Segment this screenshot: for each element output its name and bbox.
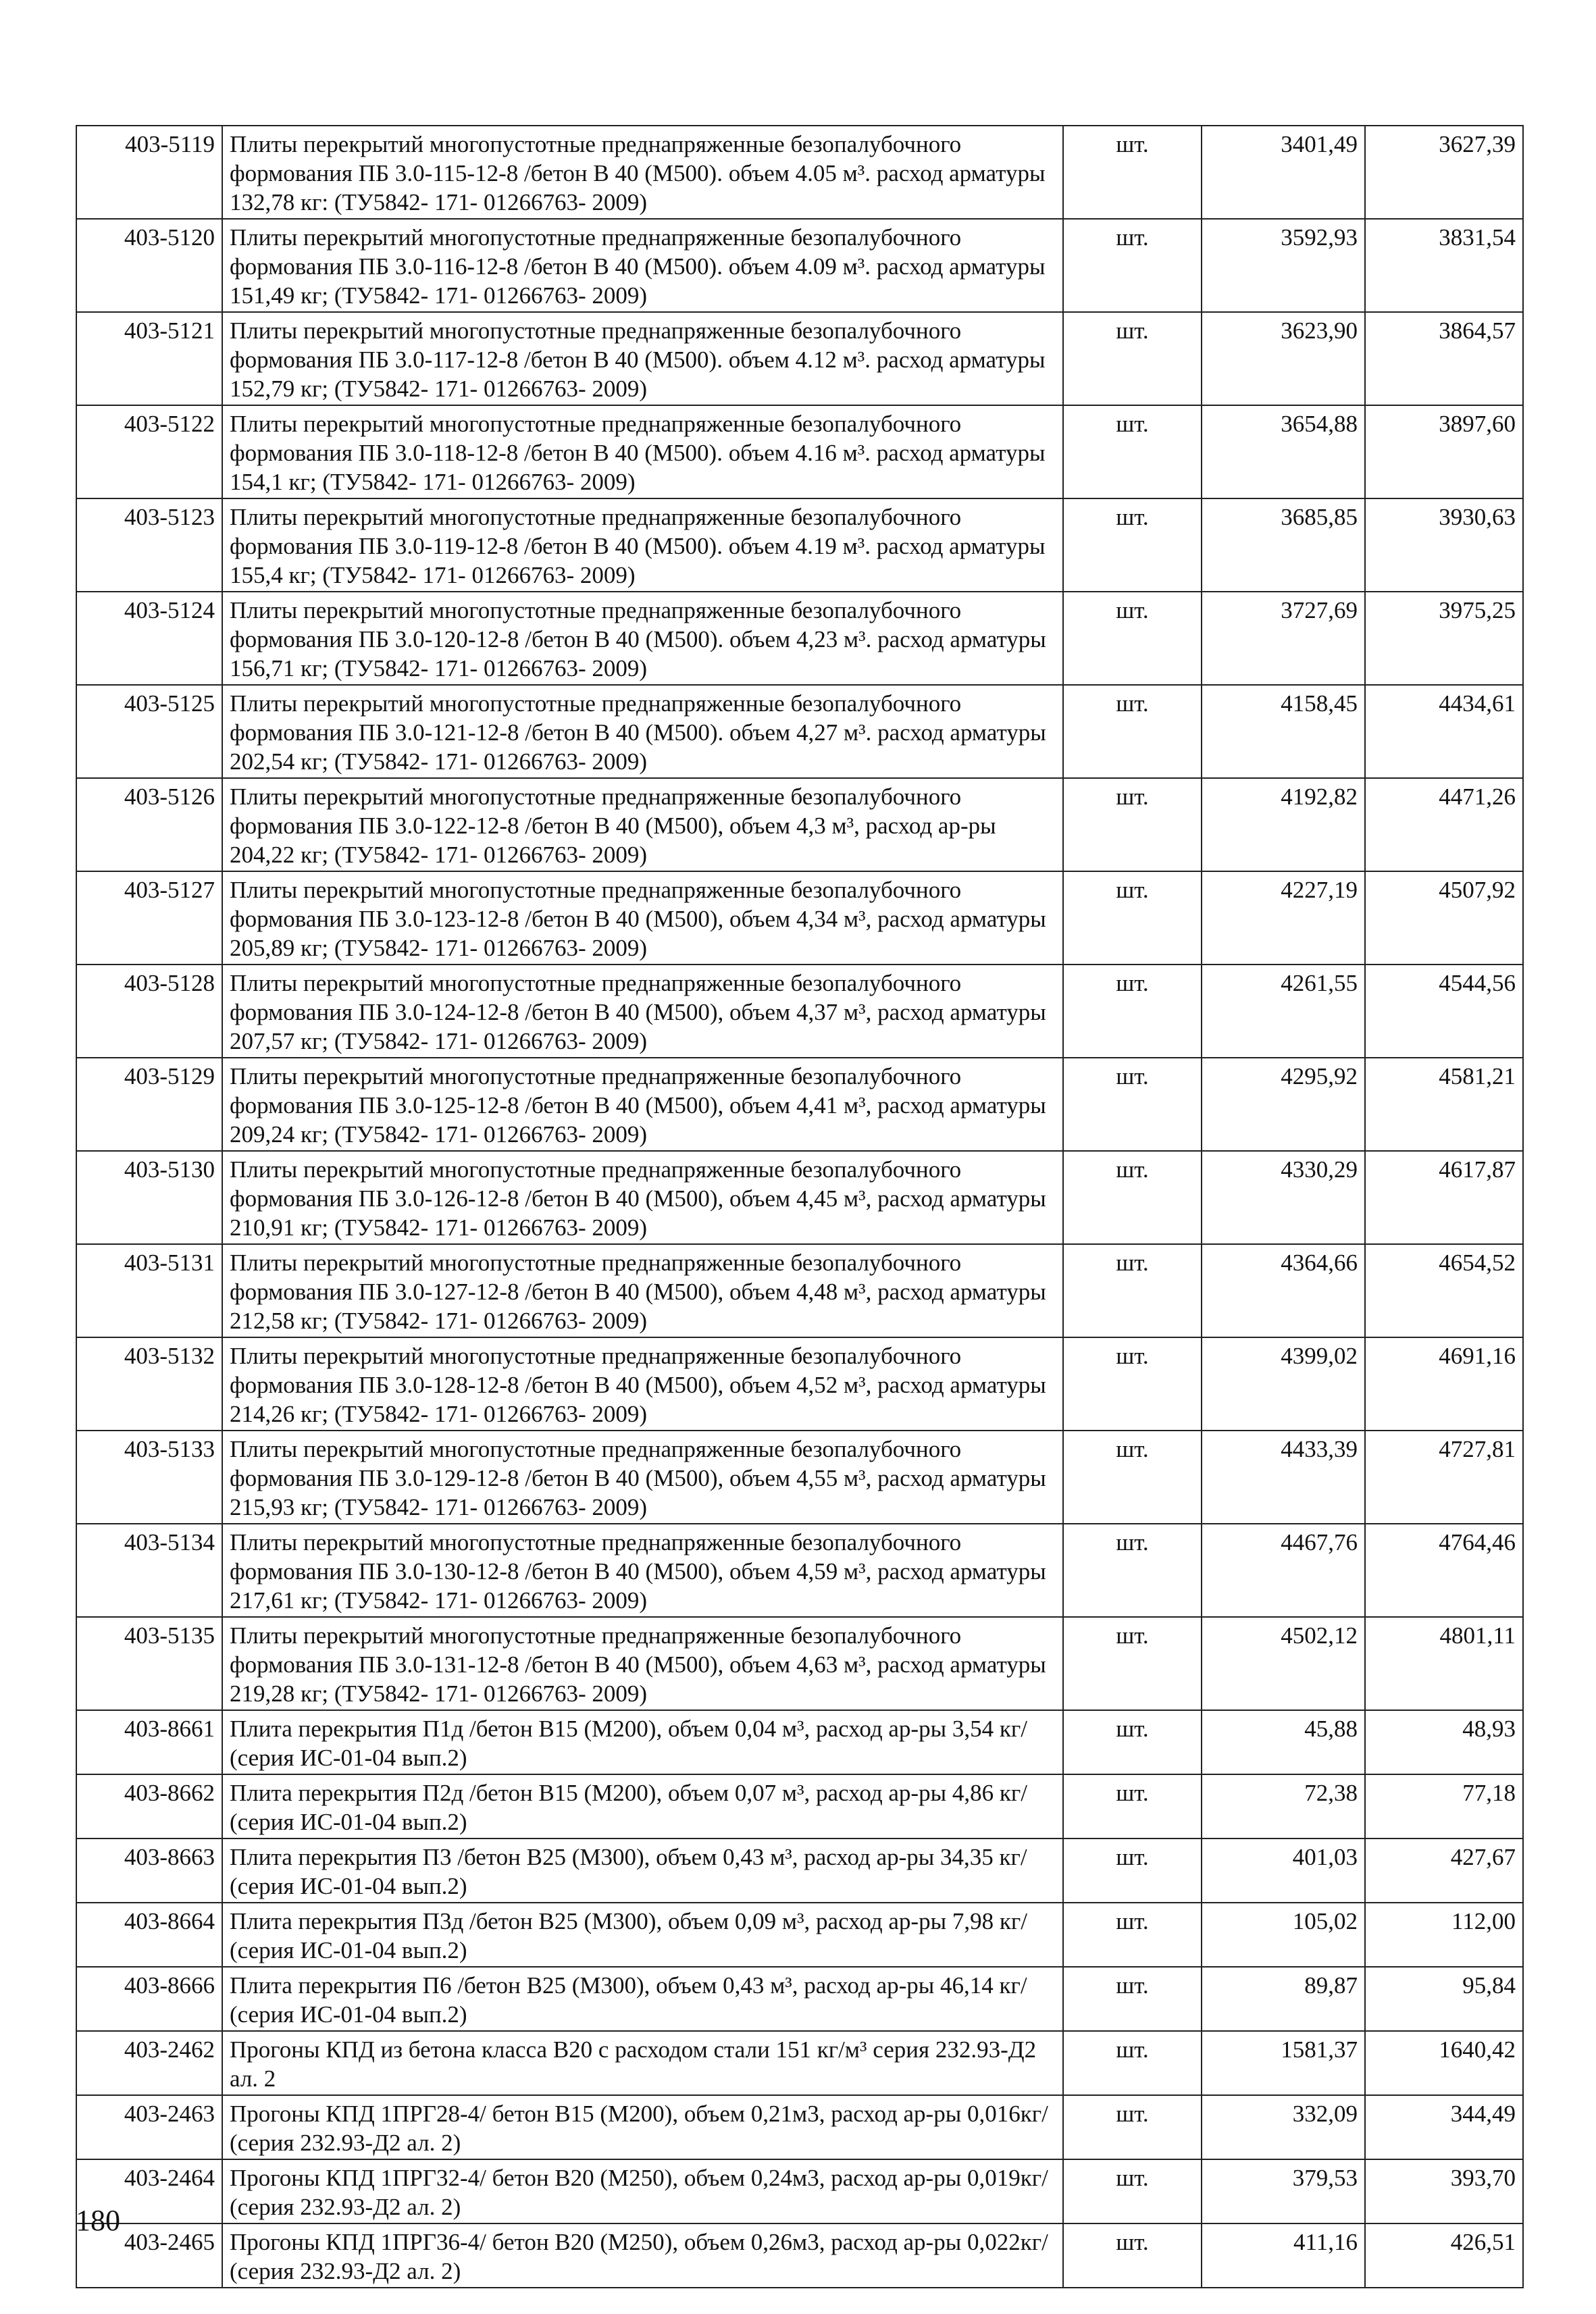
unit-cell: шт. <box>1063 1244 1202 1337</box>
unit-cell: шт. <box>1063 1903 1202 1967</box>
unit-cell: шт. <box>1063 2223 1202 2288</box>
description-cell: Плиты перекрытий многопустотные преднапряженные безопалубочного формования ПБ 3.0-124-12-8 /бетон В 40 (М500), объем 4,37 м³, расход арматуры 207,57 кг; (ТУ5842- 171- 01266763- 2009) <box>222 965 1063 1058</box>
description-cell: Прогоны КПД 1ПРГ28-4/ бетон В15 (М200), объем 0,21м3, расход ар-ры 0,016кг/ (серия 232.93-Д2 ал. 2) <box>222 2095 1063 2159</box>
description-cell: Плиты перекрытий многопустотные преднапряженные безопалубочного формования ПБ 3.0-125-12-8 /бетон В 40 (М500), объем 4,41 м³, расход арматуры 209,24 кг; (ТУ5842- 171- 01266763- 2009) <box>222 1058 1063 1151</box>
price-with-vat-cell: 3897,60 <box>1365 405 1523 498</box>
price-cell: 4433,39 <box>1202 1431 1365 1524</box>
unit-cell: шт. <box>1063 2095 1202 2159</box>
price-with-vat-cell: 4434,61 <box>1365 685 1523 778</box>
table-row <box>76 1524 1523 1617</box>
description-cell: Прогоны КПД 1ПРГ36-4/ бетон В20 (М250), объем 0,26м3, расход ар-ры 0,022кг/ (серия 232.93-Д2 ал. 2) <box>222 2223 1063 2288</box>
table-row <box>76 965 1523 1058</box>
code-cell: 403-8663 <box>76 1839 222 1903</box>
unit-cell: шт. <box>1063 1710 1202 1774</box>
table-row <box>76 498 1523 592</box>
code-cell: 403-5123 <box>76 498 222 592</box>
description-cell: Плита перекрытия П6 /бетон В25 (М300), объем 0,43 м³, расход ар-ры 46,14 кг/ (серия ИС-01-04 вып.2) <box>222 1967 1063 2031</box>
table-row <box>76 1431 1523 1524</box>
table-row <box>76 1710 1523 1774</box>
description-cell: Плиты перекрытий многопустотные преднапряженные безопалубочного формования ПБ 3.0-116-12-8 /бетон В 40 (М500). объем 4.09 м³. расход арматуры 151,49 кг; (ТУ5842- 171- 01266763- 2009) <box>222 219 1063 312</box>
unit-cell: шт. <box>1063 1617 1202 1710</box>
unit-cell: шт. <box>1063 778 1202 871</box>
table-row <box>76 126 1523 219</box>
description-cell: Плиты перекрытий многопустотные преднапряженные безопалубочного формования ПБ 3.0-118-12-8 /бетон В 40 (М500). объем 4.16 м³. расход арматуры 154,1 кг; (ТУ5842- 171- 01266763- 2009) <box>222 405 1063 498</box>
table-row <box>76 778 1523 871</box>
description-cell: Плита перекрытия П2д /бетон В15 (М200), объем 0,07 м³, расход ар-ры 4,86 кг/ (серия ИС-01-04 вып.2) <box>222 1774 1063 1839</box>
price-cell: 332,09 <box>1202 2095 1365 2159</box>
price-cell: 4399,02 <box>1202 1337 1365 1431</box>
code-cell: 403-2462 <box>76 2031 222 2095</box>
unit-cell: шт. <box>1063 871 1202 965</box>
description-cell: Плиты перекрытий многопустотные преднапряженные безопалубочного формования ПБ 3.0-122-12-8 /бетон В 40 (М500), объем 4,3 м³, расход ар-ры 204,22 кг; (ТУ5842- 171- 01266763- 2009) <box>222 778 1063 871</box>
price-table <box>76 125 1524 2288</box>
table-row <box>76 312 1523 405</box>
price-with-vat-cell: 4617,87 <box>1365 1151 1523 1244</box>
price-cell: 89,87 <box>1202 1967 1365 2031</box>
code-cell: 403-5126 <box>76 778 222 871</box>
unit-cell: шт. <box>1063 965 1202 1058</box>
price-cell: 45,88 <box>1202 1710 1365 1774</box>
description-cell: Плиты перекрытий многопустотные преднапряженные безопалубочного формования ПБ 3.0-115-12-8 /бетон В 40 (М500). объем 4.05 м³. расход арматуры 132,78 кг: (ТУ5842- 171- 01266763- 2009) <box>222 126 1063 219</box>
unit-cell: шт. <box>1063 1431 1202 1524</box>
price-with-vat-cell: 4691,16 <box>1365 1337 1523 1431</box>
unit-cell: шт. <box>1063 219 1202 312</box>
table-row <box>76 2159 1523 2223</box>
unit-cell: шт. <box>1063 1058 1202 1151</box>
page-number: 180 <box>76 2204 120 2237</box>
description-cell: Плиты перекрытий многопустотные преднапряженные безопалубочного формования ПБ 3.0-119-12-8 /бетон В 40 (М500). объем 4.19 м³. расход арматуры 155,4 кг; (ТУ5842- 171- 01266763- 2009) <box>222 498 1063 592</box>
table-row <box>76 2031 1523 2095</box>
code-cell: 403-8664 <box>76 1903 222 1967</box>
unit-cell: шт. <box>1063 1337 1202 1431</box>
description-cell: Плиты перекрытий многопустотные преднапряженные безопалубочного формования ПБ 3.0-120-12-8 /бетон В 40 (М500). объем 4,23 м³. расход арматуры 156,71 кг; (ТУ5842- 171- 01266763- 2009) <box>222 592 1063 685</box>
price-cell: 3685,85 <box>1202 498 1365 592</box>
code-cell: 403-8661 <box>76 1710 222 1774</box>
description-cell: Плита перекрытия П3 /бетон В25 (М300), объем 0,43 м³, расход ар-ры 34,35 кг/ (серия ИС-01-04 вып.2) <box>222 1839 1063 1903</box>
price-with-vat-cell: 48,93 <box>1365 1710 1523 1774</box>
code-cell: 403-5128 <box>76 965 222 1058</box>
code-cell: 403-5121 <box>76 312 222 405</box>
table-row <box>76 592 1523 685</box>
unit-cell: шт. <box>1063 2159 1202 2223</box>
code-cell: 403-2465 <box>76 2223 222 2288</box>
price-cell: 4502,12 <box>1202 1617 1365 1710</box>
price-cell: 3401,49 <box>1202 126 1365 219</box>
price-cell: 411,16 <box>1202 2223 1365 2288</box>
price-cell: 4364,66 <box>1202 1244 1365 1337</box>
price-cell: 3727,69 <box>1202 592 1365 685</box>
price-with-vat-cell: 1640,42 <box>1365 2031 1523 2095</box>
price-cell: 3592,93 <box>1202 219 1365 312</box>
price-cell: 4192,82 <box>1202 778 1365 871</box>
price-with-vat-cell: 344,49 <box>1365 2095 1523 2159</box>
table-row <box>76 1839 1523 1903</box>
price-with-vat-cell: 3930,63 <box>1365 498 1523 592</box>
price-cell: 379,53 <box>1202 2159 1365 2223</box>
unit-cell: шт. <box>1063 126 1202 219</box>
table-row <box>76 219 1523 312</box>
table-row <box>76 2095 1523 2159</box>
unit-cell: шт. <box>1063 1151 1202 1244</box>
price-with-vat-cell: 393,70 <box>1365 2159 1523 2223</box>
price-with-vat-cell: 4581,21 <box>1365 1058 1523 1151</box>
code-cell: 403-5120 <box>76 219 222 312</box>
price-with-vat-cell: 3627,39 <box>1365 126 1523 219</box>
price-with-vat-cell: 426,51 <box>1365 2223 1523 2288</box>
price-with-vat-cell: 4654,52 <box>1365 1244 1523 1337</box>
code-cell: 403-5119 <box>76 126 222 219</box>
table-row <box>76 1903 1523 1967</box>
description-cell: Плита перекрытия П1д /бетон В15 (М200), объем 0,04 м³, расход ар-ры 3,54 кг/ (серия ИС-01-04 вып.2) <box>222 1710 1063 1774</box>
price-with-vat-cell: 4801,11 <box>1365 1617 1523 1710</box>
unit-cell: шт. <box>1063 312 1202 405</box>
description-cell: Плиты перекрытий многопустотные преднапряженные безопалубочного формования ПБ 3.0-123-12-8 /бетон В 40 (М500), объем 4,34 м³, расход арматуры 205,89 кг; (ТУ5842- 171- 01266763- 2009) <box>222 871 1063 965</box>
code-cell: 403-5132 <box>76 1337 222 1431</box>
price-cell: 1581,37 <box>1202 2031 1365 2095</box>
unit-cell: шт. <box>1063 498 1202 592</box>
price-cell: 4158,45 <box>1202 685 1365 778</box>
description-cell: Плиты перекрытий многопустотные преднапряженные безопалубочного формования ПБ 3.0-127-12-8 /бетон В 40 (М500), объем 4,48 м³, расход арматуры 212,58 кг; (ТУ5842- 171- 01266763- 2009) <box>222 1244 1063 1337</box>
price-cell: 3654,88 <box>1202 405 1365 498</box>
unit-cell: шт. <box>1063 592 1202 685</box>
price-with-vat-cell: 4507,92 <box>1365 871 1523 965</box>
code-cell: 403-5133 <box>76 1431 222 1524</box>
description-cell: Плиты перекрытий многопустотные преднапряженные безопалубочного формования ПБ 3.0-121-12-8 /бетон В 40 (М500). объем 4,27 м³. расход арматуры 202,54 кг; (ТУ5842- 171- 01266763- 2009) <box>222 685 1063 778</box>
code-cell: 403-5125 <box>76 685 222 778</box>
code-cell: 403-8666 <box>76 1967 222 2031</box>
price-table-body <box>76 126 1523 2288</box>
price-with-vat-cell: 4471,26 <box>1365 778 1523 871</box>
code-cell: 403-2463 <box>76 2095 222 2159</box>
code-cell: 403-2464 <box>76 2159 222 2223</box>
price-with-vat-cell: 95,84 <box>1365 1967 1523 2031</box>
description-cell: Плиты перекрытий многопустотные преднапряженные безопалубочного формования ПБ 3.0-117-12-8 /бетон В 40 (М500). объем 4.12 м³. расход арматуры 152,79 кг; (ТУ5842- 171- 01266763- 2009) <box>222 312 1063 405</box>
table-row <box>76 685 1523 778</box>
table-row <box>76 1058 1523 1151</box>
price-with-vat-cell: 3975,25 <box>1365 592 1523 685</box>
table-row <box>76 1967 1523 2031</box>
description-cell: Плиты перекрытий многопустотные преднапряженные безопалубочного формования ПБ 3.0-126-12-8 /бетон В 40 (М500), объем 4,45 м³, расход арматуры 210,91 кг; (ТУ5842- 171- 01266763- 2009) <box>222 1151 1063 1244</box>
table-row <box>76 1774 1523 1839</box>
unit-cell: шт. <box>1063 685 1202 778</box>
description-cell: Плиты перекрытий многопустотные преднапряженные безопалубочного формования ПБ 3.0-129-12-8 /бетон В 40 (М500), объем 4,55 м³, расход арматуры 215,93 кг; (ТУ5842- 171- 01266763- 2009) <box>222 1431 1063 1524</box>
code-cell: 403-5131 <box>76 1244 222 1337</box>
price-with-vat-cell: 4764,46 <box>1365 1524 1523 1617</box>
price-cell: 4295,92 <box>1202 1058 1365 1151</box>
table-row <box>76 871 1523 965</box>
table-row <box>76 1151 1523 1244</box>
unit-cell: шт. <box>1063 405 1202 498</box>
description-cell: Плиты перекрытий многопустотные преднапряженные безопалубочного формования ПБ 3.0-131-12-8 /бетон В 40 (М500), объем 4,63 м³, расход арматуры 219,28 кг; (ТУ5842- 171- 01266763- 2009) <box>222 1617 1063 1710</box>
price-cell: 401,03 <box>1202 1839 1365 1903</box>
price-cell: 4467,76 <box>1202 1524 1365 1617</box>
unit-cell: шт. <box>1063 1774 1202 1839</box>
price-cell: 105,02 <box>1202 1903 1365 1967</box>
price-cell: 4227,19 <box>1202 871 1365 965</box>
price-cell: 3623,90 <box>1202 312 1365 405</box>
code-cell: 403-8662 <box>76 1774 222 1839</box>
description-cell: Плиты перекрытий многопустотные преднапряженные безопалубочного формования ПБ 3.0-128-12-8 /бетон В 40 (М500), объем 4,52 м³, расход арматуры 214,26 кг; (ТУ5842- 171- 01266763- 2009) <box>222 1337 1063 1431</box>
price-with-vat-cell: 3831,54 <box>1365 219 1523 312</box>
price-cell: 72,38 <box>1202 1774 1365 1839</box>
unit-cell: шт. <box>1063 1839 1202 1903</box>
code-cell: 403-5129 <box>76 1058 222 1151</box>
unit-cell: шт. <box>1063 1967 1202 2031</box>
description-cell: Плиты перекрытий многопустотные преднапряженные безопалубочного формования ПБ 3.0-130-12-8 /бетон В 40 (М500), объем 4,59 м³, расход арматуры 217,61 кг; (ТУ5842- 171- 01266763- 2009) <box>222 1524 1063 1617</box>
description-cell: Плита перекрытия П3д /бетон В25 (М300), объем 0,09 м³, расход ар-ры 7,98 кг/ (серия ИС-01-04 вып.2) <box>222 1903 1063 1967</box>
description-cell: Прогоны КПД из бетона класса В20 с расходом стали 151 кг/м³ серия 232.93-Д2 ал. 2 <box>222 2031 1063 2095</box>
price-with-vat-cell: 4544,56 <box>1365 965 1523 1058</box>
price-with-vat-cell: 4727,81 <box>1365 1431 1523 1524</box>
code-cell: 403-5135 <box>76 1617 222 1710</box>
description-cell: Прогоны КПД 1ПРГ32-4/ бетон В20 (М250), объем 0,24м3, расход ар-ры 0,019кг/ (серия 232.93-Д2 ал. 2) <box>222 2159 1063 2223</box>
table-row <box>76 405 1523 498</box>
code-cell: 403-5124 <box>76 592 222 685</box>
price-with-vat-cell: 112,00 <box>1365 1903 1523 1967</box>
price-with-vat-cell: 3864,57 <box>1365 312 1523 405</box>
code-cell: 403-5130 <box>76 1151 222 1244</box>
price-with-vat-cell: 77,18 <box>1365 1774 1523 1839</box>
code-cell: 403-5122 <box>76 405 222 498</box>
price-cell: 4330,29 <box>1202 1151 1365 1244</box>
table-row <box>76 1244 1523 1337</box>
table-row <box>76 1617 1523 1710</box>
table-row <box>76 1337 1523 1431</box>
price-with-vat-cell: 427,67 <box>1365 1839 1523 1903</box>
code-cell: 403-5134 <box>76 1524 222 1617</box>
unit-cell: шт. <box>1063 2031 1202 2095</box>
unit-cell: шт. <box>1063 1524 1202 1617</box>
code-cell: 403-5127 <box>76 871 222 965</box>
price-cell: 4261,55 <box>1202 965 1365 1058</box>
table-row <box>76 2223 1523 2288</box>
